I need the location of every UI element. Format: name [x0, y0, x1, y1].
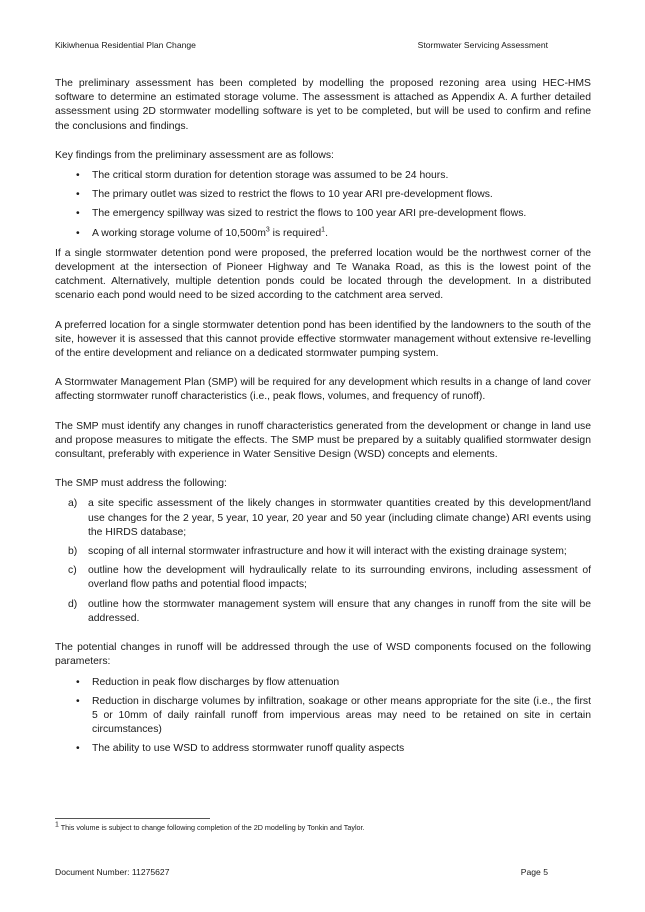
paragraph-smp-identify: The SMP must identify any changes in runoff characteristics generated from the development or change in land use and propose measures to mitigate the effects. The SMP must be prepared by a suitably qualified stormwater design consultant, preferably with experience in Water Sensitive Design (WSD) concepts and elements.: [55, 420, 591, 461]
paragraph-pond-location: If a single stormwater detention pond were proposed, the preferred location would be the northwest corner of the development at the intersection of Pioneer Highway and Te Wanaka Road, as this is the lowest point of the catchment. Alternatively, multiple detention ponds could be located through the development. In a distributed scenario each pond would need to be sized according to the catchment area served.: [55, 247, 591, 302]
list-item-text: a site specific assessment of the likely changes in stormwater quantities created by this development/land use changes for the 2 year, 5 year, 10 year, 20 year and 50 year (including climate change) ARI events using the HIRDS database;: [88, 498, 591, 538]
bullet-icon: •: [76, 189, 80, 201]
list-item: [55, 497, 591, 540]
list-item-text: The ability to use WSD to address stormwater runoff quality aspects: [92, 743, 405, 755]
list-item-text: outline how the development will hydraulically relate to its surrounding environs, including assessment of overland flow paths and potential flood impacts;: [88, 565, 591, 591]
list-item-text: outline how the stormwater management system will ensure that any changes in runoff from the site will be addressed.: [88, 598, 591, 624]
list-item-label: b): [68, 546, 78, 558]
smp-requirements-list: [55, 497, 591, 626]
list-item: [55, 742, 591, 756]
paragraph-preferred-location: A preferred location for a single stormwater detention pond has been identified by the landowners to the south of the site, however it is assessed that this cannot provide effective stormwater management without extensive re-levelling of the entire development and reliance on a dedicated stormwater pumping system.: [55, 319, 591, 360]
list-item: [55, 207, 591, 221]
paragraph-preliminary-assessment: The preliminary assessment has been completed by modelling the proposed rezoning area using HEC-HMS software to determine an estimated storage volume. The assessment is attached as Appendix A. A further detailed assessment using 2D stormwater modelling software is yet to be completed, but will be used to confirm and refine the conclusions and findings.: [55, 78, 591, 132]
bullet-icon: •: [76, 695, 80, 707]
list-item-text: Reduction in discharge volumes by infiltration, soakage or other means appropriate for the site (i.e., the first 5 or 10mm of daily rainfall runoff from impervious areas may need to be retained on site in certain circumstances): [92, 695, 591, 736]
list-item: [55, 676, 591, 690]
list-item: [55, 564, 591, 592]
unit-superscript: 3: [265, 226, 270, 234]
bullet-icon: •: [76, 743, 80, 755]
list-item: [55, 169, 591, 183]
header-document-title: Kikiwhenua Residential Plan Change: [55, 40, 196, 50]
footer-page-number: Page 5: [520, 867, 548, 877]
list-item: [55, 598, 591, 626]
list-item-label: d): [68, 598, 78, 610]
list-item-text: scoping of all internal stormwater infrastructure and how it will interact with the existing drainage system;: [88, 546, 567, 558]
list-item: [55, 227, 591, 241]
volume-text: A working storage volume of 10,500m: [92, 227, 266, 239]
footnote: [55, 823, 365, 832]
paragraph-key-findings-intro: Key findings from the preliminary assessment are as follows:: [55, 149, 334, 161]
paragraph-smp-required: A Stormwater Management Plan (SMP) will be required for any development which results in a change of land cover affecting stormwater runoff characteristics (i.e., peak flows, volumes, and frequency of runoff).: [55, 377, 591, 403]
list-item: [55, 695, 591, 738]
header-section-title: Stormwater Servicing Assessment: [417, 40, 548, 50]
list-item-text: The emergency spillway was sized to restrict the flows to 100 year ARI pre-development flows.: [92, 208, 527, 220]
footnote-text: This volume is subject to change following completion of the 2D modelling by Tonkin and Taylor.: [58, 823, 365, 832]
footnote-number: 1: [55, 821, 59, 829]
page-body: [55, 77, 591, 762]
bullet-icon: •: [76, 227, 80, 239]
list-item-label: c): [68, 565, 77, 577]
volume-text-end: .: [325, 227, 328, 239]
footnote-divider: [55, 818, 210, 819]
list-item: [55, 188, 591, 202]
list-item-text: The critical storm duration for detention storage was assumed to be 24 hours.: [92, 170, 449, 182]
key-findings-list: [55, 169, 591, 241]
bullet-icon: •: [76, 676, 80, 688]
wsd-parameters-list: [55, 676, 591, 757]
list-item-label: a): [68, 498, 78, 510]
footnote-reference: 1: [321, 226, 326, 234]
list-item-text: Reduction in peak flow discharges by flow attenuation: [92, 676, 340, 688]
bullet-icon: •: [76, 208, 80, 220]
volume-text-after: is required: [269, 227, 322, 239]
bullet-icon: •: [76, 170, 80, 182]
footer-document-number: Document Number: 11275627: [55, 867, 170, 877]
list-item-text: The primary outlet was sized to restrict the flows to 10 year ARI pre-development flows.: [92, 189, 493, 201]
paragraph-wsd-intro: The potential changes in runoff will be addressed through the use of WSD components focused on the following parameters:: [55, 642, 591, 668]
paragraph-smp-address-intro: The SMP must address the following:: [55, 478, 227, 490]
list-item: [55, 545, 591, 559]
